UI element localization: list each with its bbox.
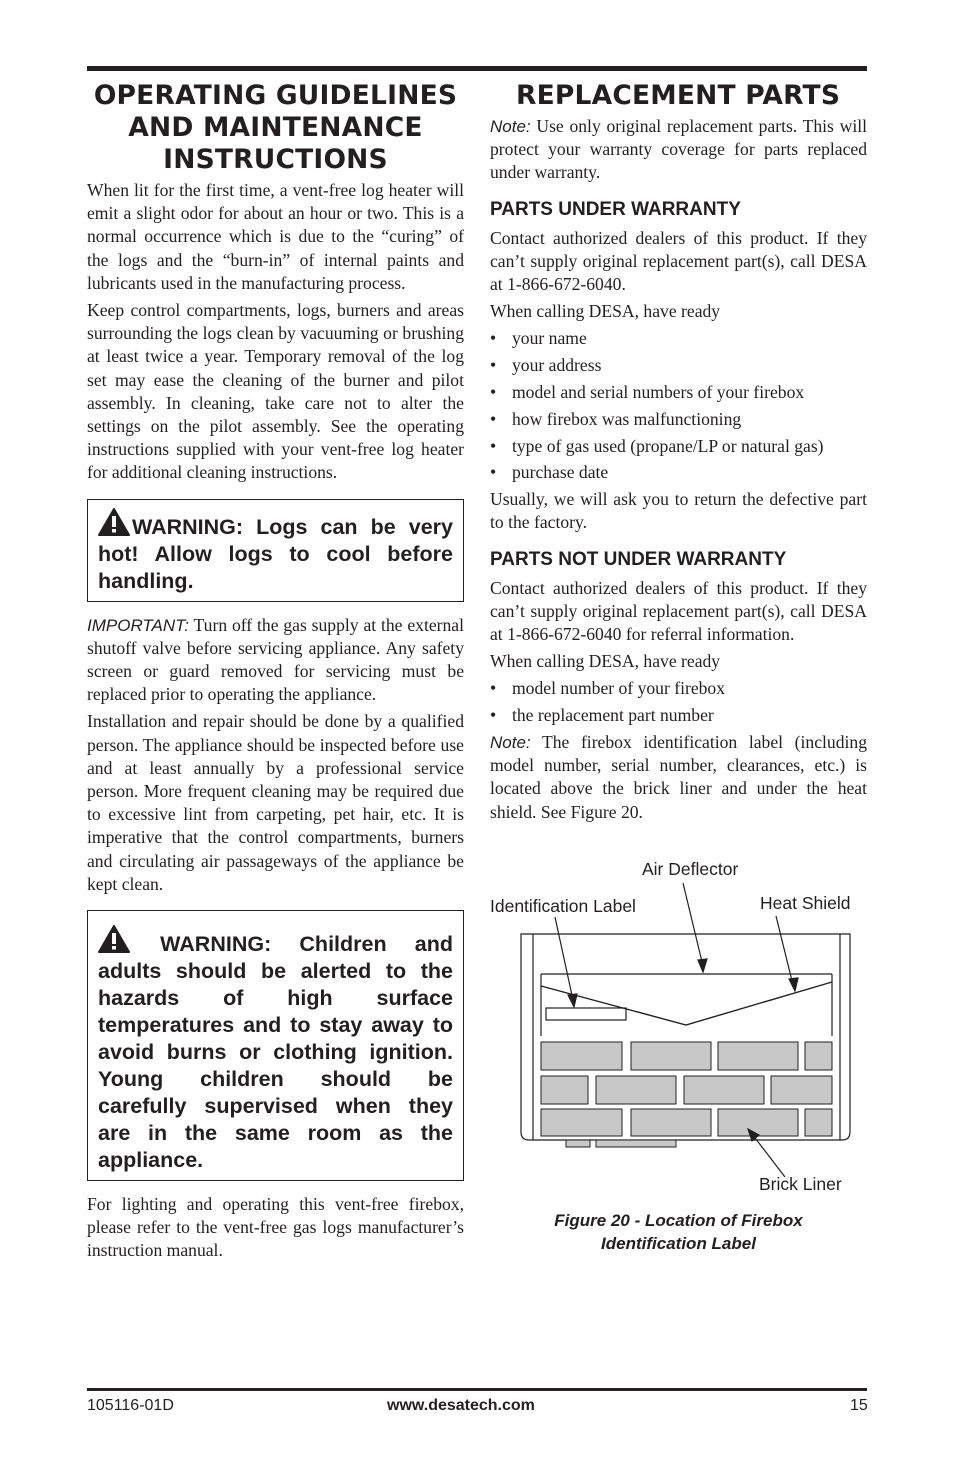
list-item: • purchase date <box>490 461 867 484</box>
heading-line-3: INSTRUCTIONS <box>163 144 388 175</box>
caption-line-2: Identification Label <box>601 1234 756 1253</box>
leader-heat-shield <box>776 916 793 985</box>
list-item: • type of gas used (propane/LP or natural gas) <box>490 435 867 458</box>
heading-line-2: AND MAINTENANCE <box>128 112 423 143</box>
note-label: Note: <box>490 733 531 753</box>
paragraph-nonwarranty-contact: Contact authorized dealers of this product. If they can’t supply original replacement part(s), call DESA at 1-866-672-6040 for referral information. <box>490 577 867 645</box>
list-item: • the replacement part number <box>490 704 867 727</box>
paragraph-cleaning: Keep control compartments, logs, burners and areas surrounding the logs clean by vacuuming or brushing at least twice a year. Temporary removal of the log set may ease the cleaning of the burner and pilot assembly. In cleaning, take care not to alter the settings on the pilot assembly. See the operating instructions supplied with your vent-free log heater for additional cleaning instructions. <box>87 300 464 483</box>
arrowhead-air-deflector <box>698 959 707 972</box>
paragraph-nonwarranty-calling: When calling DESA, have ready <box>490 651 721 672</box>
warning-text-logs-hot: WARNING: Logs can be very hot! Allow logs to cool before handling. <box>98 514 453 593</box>
footer-page-number: 15 <box>850 1397 868 1414</box>
note-text: Use only original replacement parts. This will protect your warranty coverage for parts replaced under warranty. <box>490 116 867 183</box>
label-identification: Identification Label <box>490 896 636 916</box>
paragraph-warranty-return: Usually, we will ask you to return the defective part to the factory. <box>490 489 867 533</box>
list-item: • your name <box>490 327 867 350</box>
label-brick-liner: Brick Liner <box>759 1174 842 1194</box>
air-deflector <box>541 982 832 1025</box>
paragraph-warranty-calling: When calling DESA, have ready <box>490 301 721 322</box>
subheading-parts-under-warranty: PARTS UNDER WARRANTY <box>490 198 741 220</box>
note-text: The firebox identification label (including model number, serial number, clearances, etc.) is located above the brick liner and under the heat shield. See Figure 20. <box>490 732 867 822</box>
footer-doc-number: 105116-01D <box>87 1397 174 1414</box>
subheading-parts-not-under-warranty: PARTS NOT UNDER WARRANTY <box>490 548 787 570</box>
note-label: Note: <box>490 117 531 136</box>
section-heading-replacement: REPLACEMENT PARTS <box>516 80 841 111</box>
arrowhead-identification <box>568 994 577 1007</box>
leader-identification <box>555 917 573 1000</box>
paragraph-lighting: For lighting and operating this vent-free firebox, please refer to the vent-free gas logs manufacturer’s instruction manual. <box>87 1194 464 1261</box>
warning-text-children: WARNING: Children and adults should be alerted to the hazards of high surface temperatures and to stay away to avoid burns or clothing ignition. Young children should be carefully supervised when they are in the same room as the appliance. <box>98 932 453 1173</box>
arrowhead-heat-shield <box>789 978 798 991</box>
caption-line-1: Figure 20 - Location of Firebox <box>554 1211 803 1230</box>
important-label: IMPORTANT: <box>87 615 189 635</box>
label-air-deflector: Air Deflector <box>642 859 739 879</box>
bottom-rule <box>87 1388 867 1391</box>
label-heat-shield: Heat Shield <box>760 893 851 913</box>
paragraph-installation: Installation and repair should be done by a qualified person. The appliance should be inspected before use and at least annually by a professional service person. More frequent cleaning may be required due to excessive lint from carpeting, pet hair, etc. It is imperative that the control compartments, burners and circulating air passageways of the appliance be kept clean. <box>87 711 464 894</box>
brick-liner <box>541 1042 832 1147</box>
list-item: • model and serial numbers of your firebox <box>490 381 867 404</box>
paragraph-first-light: When lit for the first time, a vent-free log heater will emit a slight odor for about an hour or two. This is a normal occurrence which is due to the “curing” of the logs and the “burn-in” of internal paints and lubricants used in the manufacturing process. <box>87 180 464 293</box>
footer-website: www.desatech.com <box>387 1397 535 1414</box>
list-item: • model number of your firebox <box>490 677 867 700</box>
paragraph-warranty-contact: Contact authorized dealers of this product. If they can’t supply original replacement part(s), call DESA at 1-866-672-6040. <box>490 227 867 295</box>
leader-air-deflector <box>683 883 703 966</box>
list-item: • your address <box>490 354 867 377</box>
important-text: Turn off the gas supply at the external shutoff valve before servicing appliance. Any safety screen or guard removed for servicing must be replaced prior to operating the appliance. <box>87 614 464 705</box>
figure-caption <box>490 1209 867 1255</box>
identification-label-rect <box>546 1008 626 1020</box>
list-item: • how firebox was malfunctioning <box>490 408 867 431</box>
heading-line-1: OPERATING GUIDELINES <box>93 80 458 111</box>
